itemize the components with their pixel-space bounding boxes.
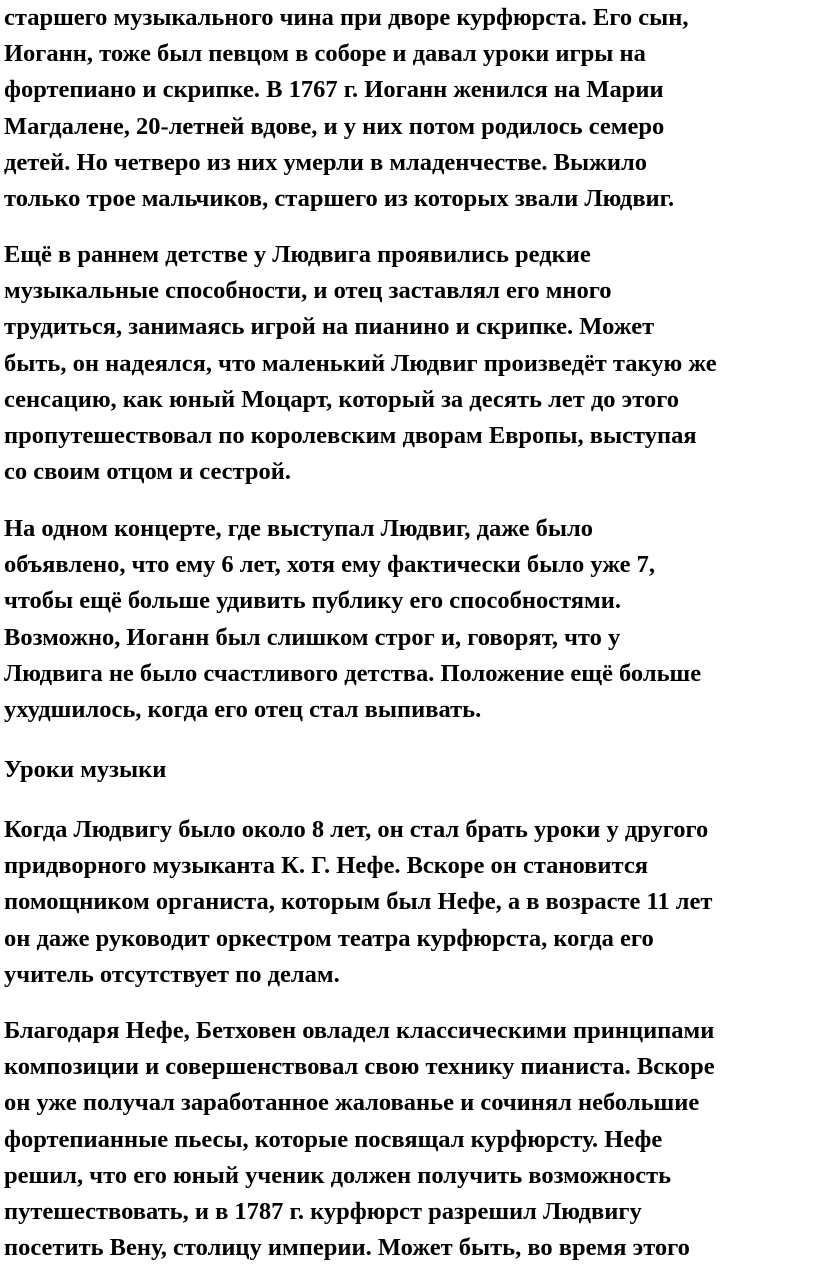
text-line: Людвига не было счастливого детства. Положение ещё больше xyxy=(4,659,702,687)
paragraph-composition-training xyxy=(4,1013,715,1266)
text-line: композиции и совершенствовал свою технику пианиста. Вскоре xyxy=(4,1053,715,1081)
text-line: трудиться, занимаясь игрой на пианино и скрипке. Может xyxy=(4,313,655,341)
text-line: только трое мальчиков, старшего из которых звали Людвиг. xyxy=(4,184,675,212)
text-line: путешествовать, и в 1787 г. курфюрст разрешил Людвигу xyxy=(4,1197,642,1225)
text-line: детей. Но четверо из них умерли в младенчестве. Выжило xyxy=(4,148,648,176)
text-line: старшего музыкального чина при дворе курфюрста. Его сын, xyxy=(4,4,689,31)
paragraph-lessons-with-neefe xyxy=(4,812,712,993)
text-line: На одном концерте, где выступал Людвиг, даже было xyxy=(4,515,594,542)
text-line: посетить Вену, столицу империи. Может быть, во время этого xyxy=(4,1234,690,1262)
heading-text: Уроки музыки xyxy=(4,756,167,783)
text-line: он даже руководит оркестром театра курфюрста, когда его xyxy=(4,924,654,952)
text-line: объявлено, что ему 6 лет, хотя ему фактически было уже 7, xyxy=(4,551,656,579)
text-line: Благодаря Нефе, Бетховен овладел классическими принципами xyxy=(4,1017,715,1044)
text-line: быть, он надеялся, что маленький Людвиг произведёт такую же xyxy=(4,349,717,377)
text-line: фортепиано и скрипке. В 1767 г. Иоганн женился на Марии xyxy=(4,76,664,104)
text-line: со своим отцом и сестрой. xyxy=(4,458,291,486)
text-line: чтобы ещё больше удивить публику его способностями. xyxy=(4,587,621,615)
text-line: он уже получал заработанное жалованье и сочинял небольшие xyxy=(4,1089,700,1117)
section-heading-music-lessons xyxy=(4,752,166,788)
text-line: Магдалене, 20-летней вдове, и у них потом родилось семеро xyxy=(4,112,665,140)
text-line: фортепианные пьесы, которые посвящал курфюрсту. Нефе xyxy=(4,1125,663,1153)
text-line: Когда Людвигу было около 8 лет, он стал брать уроки у другого xyxy=(4,816,709,843)
text-line: пропутешествовал по королевским дворам Европы, выступая xyxy=(4,421,697,449)
text-line: помощником органиста, которым был Нефе, а в возрасте 11 лет xyxy=(4,888,713,916)
text-line: решил, что его юный ученик должен получить возможность xyxy=(4,1161,672,1189)
paragraph-family-background xyxy=(4,0,688,217)
text-line: Ещё в раннем детстве у Людвига проявились редкие xyxy=(4,241,591,268)
text-line: Иоганн, тоже был певцом в соборе и давал уроки игры на xyxy=(4,40,646,68)
text-line: Возможно, Иоганн был слишком строг и, говорят, что у xyxy=(4,623,621,651)
text-line: придворного музыканта К. Г. Нефе. Вскоре он становится xyxy=(4,852,648,880)
text-line: музыкальные способности, и отец заставлял его много xyxy=(4,277,612,305)
text-line: ухудшилось, когда его отец стал выпивать. xyxy=(4,695,482,723)
text-line: сенсацию, как юный Моцарт, который за десять лет до этого xyxy=(4,385,679,413)
paragraph-early-childhood xyxy=(4,237,717,490)
text-line: учитель отсутствует по делам. xyxy=(4,960,340,988)
paragraph-concert xyxy=(4,511,701,728)
